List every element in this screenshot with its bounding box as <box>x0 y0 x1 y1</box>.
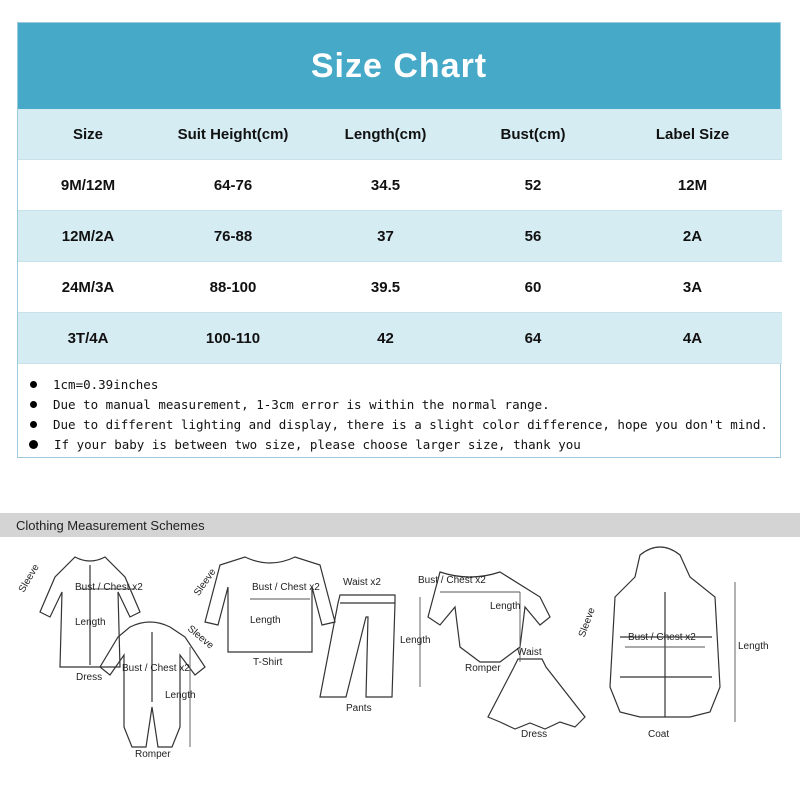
table-row <box>18 211 782 262</box>
measurement-scheme <box>0 537 800 800</box>
tshirt-label: T-Shirt <box>253 657 283 668</box>
coat-label: Coat <box>648 729 670 740</box>
bullet-icon <box>30 401 37 408</box>
note-item <box>28 434 780 454</box>
table-row <box>18 160 782 211</box>
column-header: Suit Height(cm) <box>158 109 308 160</box>
scheme-title-bar <box>0 513 800 537</box>
bullet-icon <box>29 440 38 449</box>
table-cell: 4A <box>603 313 782 364</box>
tshirt-illustration-icon <box>205 557 335 652</box>
bust-label: Bust / Chest x2 <box>75 582 143 593</box>
table-cell: 52 <box>463 160 603 211</box>
table-cell: 3A <box>603 262 782 313</box>
sleeve-label: Sleeve <box>185 623 216 652</box>
bust-label: Bust / Chest x2 <box>122 663 190 674</box>
note-text: Due to manual measurement, 1-3cm error is within the normal range. <box>53 396 550 412</box>
table-cell: 34.5 <box>308 160 463 211</box>
table-cell: 37 <box>308 211 463 262</box>
table-cell: 12M <box>603 160 782 211</box>
bullet-icon <box>30 421 37 428</box>
table-cell: 60 <box>463 262 603 313</box>
length-label: Length <box>738 641 769 652</box>
size-chart <box>17 22 781 458</box>
table-cell: 76-88 <box>158 211 308 262</box>
bullet-icon <box>30 381 37 388</box>
bust-label: Bust / Chest x2 <box>252 582 320 593</box>
table-row <box>18 313 782 364</box>
scheme-title: Clothing Measurement Schemes <box>16 517 205 533</box>
table-cell: 12M/2A <box>18 211 158 262</box>
dress-label: Dress <box>76 672 103 683</box>
length-label: Length <box>165 690 196 701</box>
sleeve-label: Sleeve <box>576 606 598 639</box>
column-header: Length(cm) <box>308 109 463 160</box>
sleeve-label: Sleeve <box>192 566 219 599</box>
length-label: Length <box>75 617 106 628</box>
table-cell: 2A <box>603 211 782 262</box>
note-text: Due to different lighting and display, there is a slight color difference, hope you don't mind. <box>53 416 768 432</box>
table-cell: 24M/3A <box>18 262 158 313</box>
bust-label: Bust / Chest x2 <box>418 575 486 586</box>
note-item <box>28 414 780 434</box>
size-chart-title: Size Chart <box>310 46 488 85</box>
table-cell: 39.5 <box>308 262 463 313</box>
table-cell: 88-100 <box>158 262 308 313</box>
table-cell: 100-110 <box>158 313 308 364</box>
garment-illustrations <box>0 537 800 800</box>
pants-illustration-icon <box>320 595 395 697</box>
table-cell: 64 <box>463 313 603 364</box>
romper-label: Romper <box>135 749 171 760</box>
waist-label: Waist x2 <box>343 577 381 588</box>
length-label: Length <box>490 601 521 612</box>
romper-label: Romper <box>465 663 501 674</box>
table-row <box>18 262 782 313</box>
tutu-dress-illustration-icon <box>488 659 585 729</box>
length-label: Length <box>250 615 281 626</box>
dress-illustration-icon <box>40 557 140 667</box>
table-cell: 42 <box>308 313 463 364</box>
bust-label: Bust / Chest x2 <box>628 632 696 643</box>
title-bar <box>18 23 780 109</box>
note-item <box>28 394 780 414</box>
table-cell: 3T/4A <box>18 313 158 364</box>
column-header: Size <box>18 109 158 160</box>
table-cell: 64-76 <box>158 160 308 211</box>
table-header-row <box>18 109 782 160</box>
note-text: If your baby is between two size, please choose larger size, thank you <box>54 436 581 452</box>
size-table <box>18 109 782 364</box>
pants-label: Pants <box>346 703 372 714</box>
column-header: Label Size <box>603 109 782 160</box>
table-cell: 9M/12M <box>18 160 158 211</box>
note-text: 1cm=0.39inches <box>53 376 159 392</box>
notes-list <box>18 364 780 454</box>
note-item <box>28 374 780 394</box>
length-label: Length <box>400 635 431 646</box>
column-header: Bust(cm) <box>463 109 603 160</box>
sleeve-label: Sleeve <box>16 562 42 595</box>
dress-label: Dress <box>521 729 548 740</box>
waist-label: Waist <box>517 647 542 658</box>
romper-illustration-icon <box>100 622 205 747</box>
table-cell: 56 <box>463 211 603 262</box>
